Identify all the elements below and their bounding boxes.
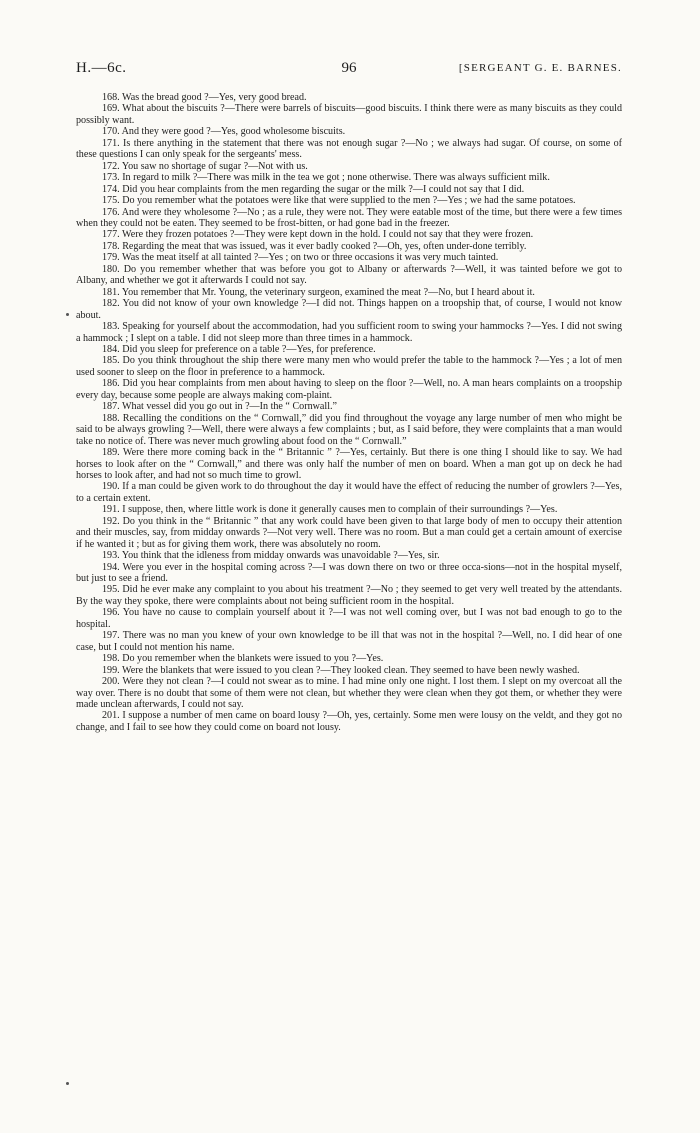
document-page <box>76 60 622 733</box>
testimony-paragraph: 192. Do you think in the “ Britannic ” that any work could have been given to that large body of men to occupy their attention and their muscles, say, from midday onwards ?—Not very well. There was no room. But a man could get a certain amount of exercise if he wanted it ; but as for giving them work, there was absolutely no room. <box>76 515 622 550</box>
testimony-paragraph: 194. Were you ever in the hospital coming across ?—I was down there on two or three occa-sions—not in the hospital myself, but just to see a friend. <box>76 561 622 585</box>
testimony-paragraph: 181. You remember that Mr. Young, the veterinary surgeon, examined the meat ?—No, but I heard about it. <box>102 286 535 298</box>
testimony-paragraph: 177. Were they frozen potatoes ?—They were kept down in the hold. I could not say that they were frozen. <box>102 229 534 241</box>
testimony-paragraph: 173. In regard to milk ?—There was milk in the tea we got ; none otherwise. There was always sufficient milk. <box>102 172 550 184</box>
testimony-paragraph: 189. Were there more coming back in the “ Britannic ” ?—Yes, certainly. But there is one thing I should like to say. We had horses to look after on the “ Cornwall,” and there was only half the number of men on board. When a man got up on deck he had horses to look after, and had not so much time to growl. <box>76 447 622 481</box>
margin-mark <box>66 313 69 316</box>
margin-mark <box>66 1082 69 1085</box>
testimony-paragraph: 169. What about the biscuits ?—There were barrels of biscuits—good biscuits. I think there were as many biscuits as they could possibly want. <box>76 103 622 126</box>
testimony-body <box>76 92 622 733</box>
testimony-paragraph: 174. Did you hear complaints from the men regarding the sugar or the milk ?—I could not say that I did. <box>102 183 525 195</box>
testimony-paragraph: 199. Were the blankets that were issued to you clean ?—They looked clean. They seemed to have been newly washed. <box>102 664 580 676</box>
testimony-paragraph: 182. You did not know of your own knowledge ?—I did not. Things happen on a troopship that, of course, I would not know about. <box>76 298 622 321</box>
testimony-paragraph: 197. There was no man you knew of your own knowledge to be ill that was not in the hospital ?—Well, no. I did hear of one case, but I could not mention his name. <box>76 630 622 653</box>
testimony-paragraph: 191. I suppose, then, where little work is done it generally causes men to complain of their surroundings ?—Yes. <box>102 504 558 516</box>
page-header <box>76 60 622 84</box>
testimony-paragraph: 183. Speaking for yourself about the accommodation, had you sufficient room to swing your hammocks ?—Yes. I did not swing a hammock ; I slept on a table. I did not sleep more than three times in a hammock. <box>76 321 622 344</box>
testimony-paragraph: 193. You think that the idleness from midday onwards was unavoidable ?—Yes, sir. <box>102 550 440 562</box>
testimony-paragraph: 176. And were they wholesome ?—No ; as a rule, they were not. They were eatable most of the time, but there were a few times when they could not be eaten. They seemed to be frost-bitten, or had gone bad in the freezer. <box>76 206 622 229</box>
testimony-paragraph: 179. Was the meat itself at all tainted ?—Yes ; on two or three occasions it was very much tainted. <box>102 252 499 264</box>
testimony-paragraph: 171. Is there anything in the statement that there was not enough sugar ?—No ; we always had sugar. Of course, on some of these questions I can only speak for the sergeants' mess. <box>76 137 622 161</box>
testimony-paragraph: 188. Recalling the conditions on the “ Cornwall,” did you find throughout the voyage any large number of men who might be said to be always growling ?—Well, there were always a few complaints ; but, as I said before, they were complaints that a man would take no notice of. There was never much growling about food on the “ Cornwall.” <box>76 412 622 447</box>
testimony-paragraph: 190. If a man could be given work to do throughout the day it would have the effect of reducing the number of growlers ?—Yes, to a certain extent. <box>76 481 622 504</box>
testimony-paragraph: 185. Do you think throughout the ship there were many men who would prefer the table to the hammock ?—Yes ; a lot of men used sooner to sleep on the floor in preference to a hammock. <box>76 355 622 378</box>
testimony-paragraph: 200. Were they not clean ?—I could not swear as to mine. I had mine only one night. I lost them. I slept on my overcoat all the way over. There is no doubt that some of them were not clean, but whether they were clean when they got them, or whether they were made unclean afterwards, I could not say. <box>76 676 622 711</box>
testimony-paragraph: 201. I suppose a number of men came on board lousy ?—Oh, yes, certainly. Some men were lousy on the veldt, and they got no change, and I fail to see how they could come on board not lousy. <box>76 710 622 733</box>
testimony-paragraph: 184. Did you sleep for preference on a table ?—Yes, for preference. <box>102 343 376 355</box>
testimony-paragraph: 168. Was the bread good ?—Yes, very good bread. <box>102 92 307 103</box>
testimony-paragraph: 196. You have no cause to complain yourself about it ?—I was not well coming over, but I was not bad enough to go to the hospital. <box>76 607 622 630</box>
testimony-paragraph: 187. What vessel did you go out in ?—In the “ Cornwall.” <box>102 401 338 413</box>
testimony-paragraph: 170. And they were good ?—Yes, good wholesome biscuits. <box>102 126 346 138</box>
testimony-paragraph: 178. Regarding the meat that was issued, was it ever badly cooked ?—Oh, yes, often under-done terribly. <box>102 240 527 252</box>
testimony-paragraph: 198. Do you remember when the blankets were issued to you ?—Yes. <box>102 653 384 665</box>
testimony-paragraph: 180. Do you remember whether that was before you got to Albany or afterwards ?—Well, it was tainted before we got to Albany, and whether we got it afterwards I could not say. <box>76 263 622 287</box>
document-reference: H.—6c. <box>76 60 127 76</box>
testimony-paragraph: 175. Do you remember what the potatoes were like that were supplied to the men ?—Yes ; we had the same potatoes. <box>102 195 576 207</box>
testimony-paragraph: 195. Did he ever make any complaint to you about his treatment ?—No ; they seemed to get very well treated by the attendants. By the way they spoke, there were complaints about not being sufficient room in the hospital. <box>76 584 622 607</box>
witness-name: [SERGEANT G. E. BARNES. <box>458 62 622 74</box>
testimony-paragraph: 172. You saw no shortage of sugar ?—Not with us. <box>102 160 308 172</box>
testimony-paragraph: 186. Did you hear complaints from men about having to sleep on the floor ?—Well, no. A man hears complaints on a troopship every day, because some people are always making com-plaint. <box>76 378 622 401</box>
page-number: 96 <box>341 60 357 76</box>
